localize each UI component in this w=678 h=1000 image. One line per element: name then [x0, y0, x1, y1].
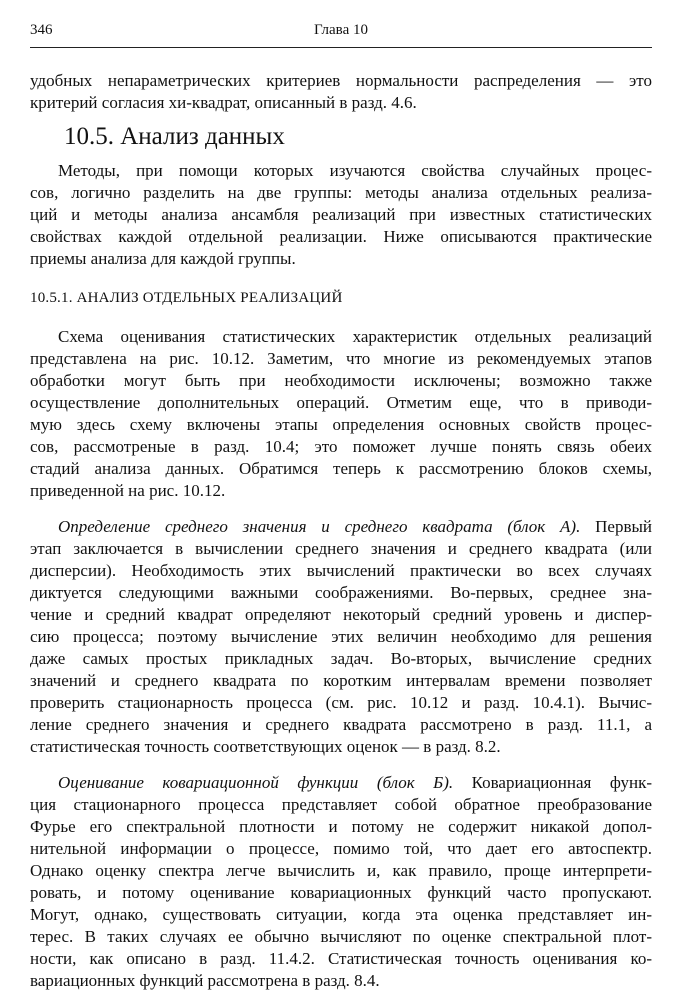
- text-line: Могут, однако, существовать ситуации, когда эта оценка представляет ин-: [30, 905, 652, 924]
- text-line: вариационных функций рассмотрена в разд. 8.4.: [30, 971, 380, 990]
- text-line: статистическая точность соответствующих оценок — в разд. 8.2.: [30, 737, 501, 756]
- text-line: мую здесь схему включены этапы определения основных свойств процес-: [30, 415, 652, 434]
- text-line: ровать, и потому оценивание ковариационных функций часто пропускают.: [30, 883, 652, 902]
- text-line: сию процесса; поэтому вычисление этих величин необходимо для решения: [30, 627, 652, 646]
- text-line: представлена на рис. 10.12. Заметим, что многие из рекомендуемых этапов: [30, 349, 652, 368]
- text-line: чение и средний квадрат определяют некоторый средний уровень и диспер-: [30, 605, 652, 624]
- text-line: диктуется следующими важными соображениями. Во-первых, среднее зна-: [30, 583, 652, 602]
- text-line: [58, 772, 652, 794]
- text-line: значений и среднего квадрата по коротким интервалам времени позволяет: [30, 671, 652, 690]
- running-head: [30, 22, 652, 42]
- text-line: Методы, при помощи которых изучаются свойства случайных процес-: [58, 161, 652, 180]
- lead-continuation: Первый: [580, 517, 652, 536]
- text-line: ция стационарного процесса представляет собой обратное преобразование: [30, 795, 652, 814]
- text-line: Фурье его спектральной плотности и потому не содержит никакой допол-: [30, 817, 652, 836]
- text-line: этап заключается в вычислении среднего значения и среднего квадрата (или: [30, 539, 652, 558]
- text-line: приемы анализа для каждой группы.: [30, 249, 296, 268]
- text-line: ности, как описано в разд. 11.4.2. Статистическая точность оценивания ко-: [30, 949, 652, 968]
- subsection-title: 10.5.1. АНАЛИЗ ОТДЕЛЬНЫХ РЕАЛИЗАЦИЙ: [30, 290, 343, 306]
- text-line: приведенной на рис. 10.12.: [30, 481, 226, 500]
- text-line: нительной информации о процессе, помимо той, что дает его автоспектр.: [30, 839, 652, 858]
- header-rule: [30, 47, 652, 48]
- page-number: 346: [30, 22, 53, 38]
- text-line: осуществление дополнительных операций. Отметим еще, что в приводи-: [30, 393, 652, 412]
- text-line: Однако оценку спектра легче вычислить и, как правило, проще интерпрети-: [30, 861, 652, 880]
- text-line: дисперсии). Необходимость этих вычислений практически во всех случаях: [30, 561, 652, 580]
- section-title: 10.5. Анализ данных: [64, 123, 285, 150]
- text-line: сов, логично разделить на две группы: методы анализа отдельных реализа-: [30, 183, 652, 202]
- text-line: проверить стационарность процесса (см. рис. 10.12 и разд. 10.4.1). Вычис-: [30, 693, 652, 712]
- text-line: ций и методы анализа ансамбля реализаций при известных статистических: [30, 205, 652, 224]
- text-line: критерий согласия хи-квадрат, описанный в разд. 4.6.: [30, 93, 417, 112]
- text-line: даже самых простых прикладных задач. Во-вторых, вычисление средних: [30, 649, 652, 668]
- chapter-label: Глава 10: [314, 22, 368, 38]
- text-line: обработки могут быть при необходимости исключены; возможно также: [30, 371, 652, 390]
- text-line: стадий анализа данных. Обратимся теперь к рассмотрению блоков схемы,: [30, 459, 652, 478]
- lead-continuation: Ковариационная функ-: [453, 773, 652, 792]
- text-line: Схема оценивания статистических характеристик отдельных реализаций: [58, 327, 652, 346]
- text-line: ление среднего значения и среднего квадрата рассмотрено в разд. 11.1, а: [30, 715, 652, 734]
- italic-lead-block-b: Оценивание ковариационной функции (блок Б).: [58, 773, 454, 792]
- text-line: удобных непараметрических критериев нормальности распределения — это: [30, 71, 652, 90]
- text-line: свойствах каждой отдельной реализации. Ниже описываются практические: [30, 227, 652, 246]
- italic-lead-block-a: Определение среднего значения и среднего квадрата (блок А).: [58, 517, 581, 536]
- text-line: [58, 516, 652, 538]
- text-line: терес. В таких случаях ее обычно вычисляют по оценке спектральной плот-: [30, 927, 652, 946]
- text-line: сов, рассмотреные в разд. 10.4; это поможет лучше понять связь обеих: [30, 437, 652, 456]
